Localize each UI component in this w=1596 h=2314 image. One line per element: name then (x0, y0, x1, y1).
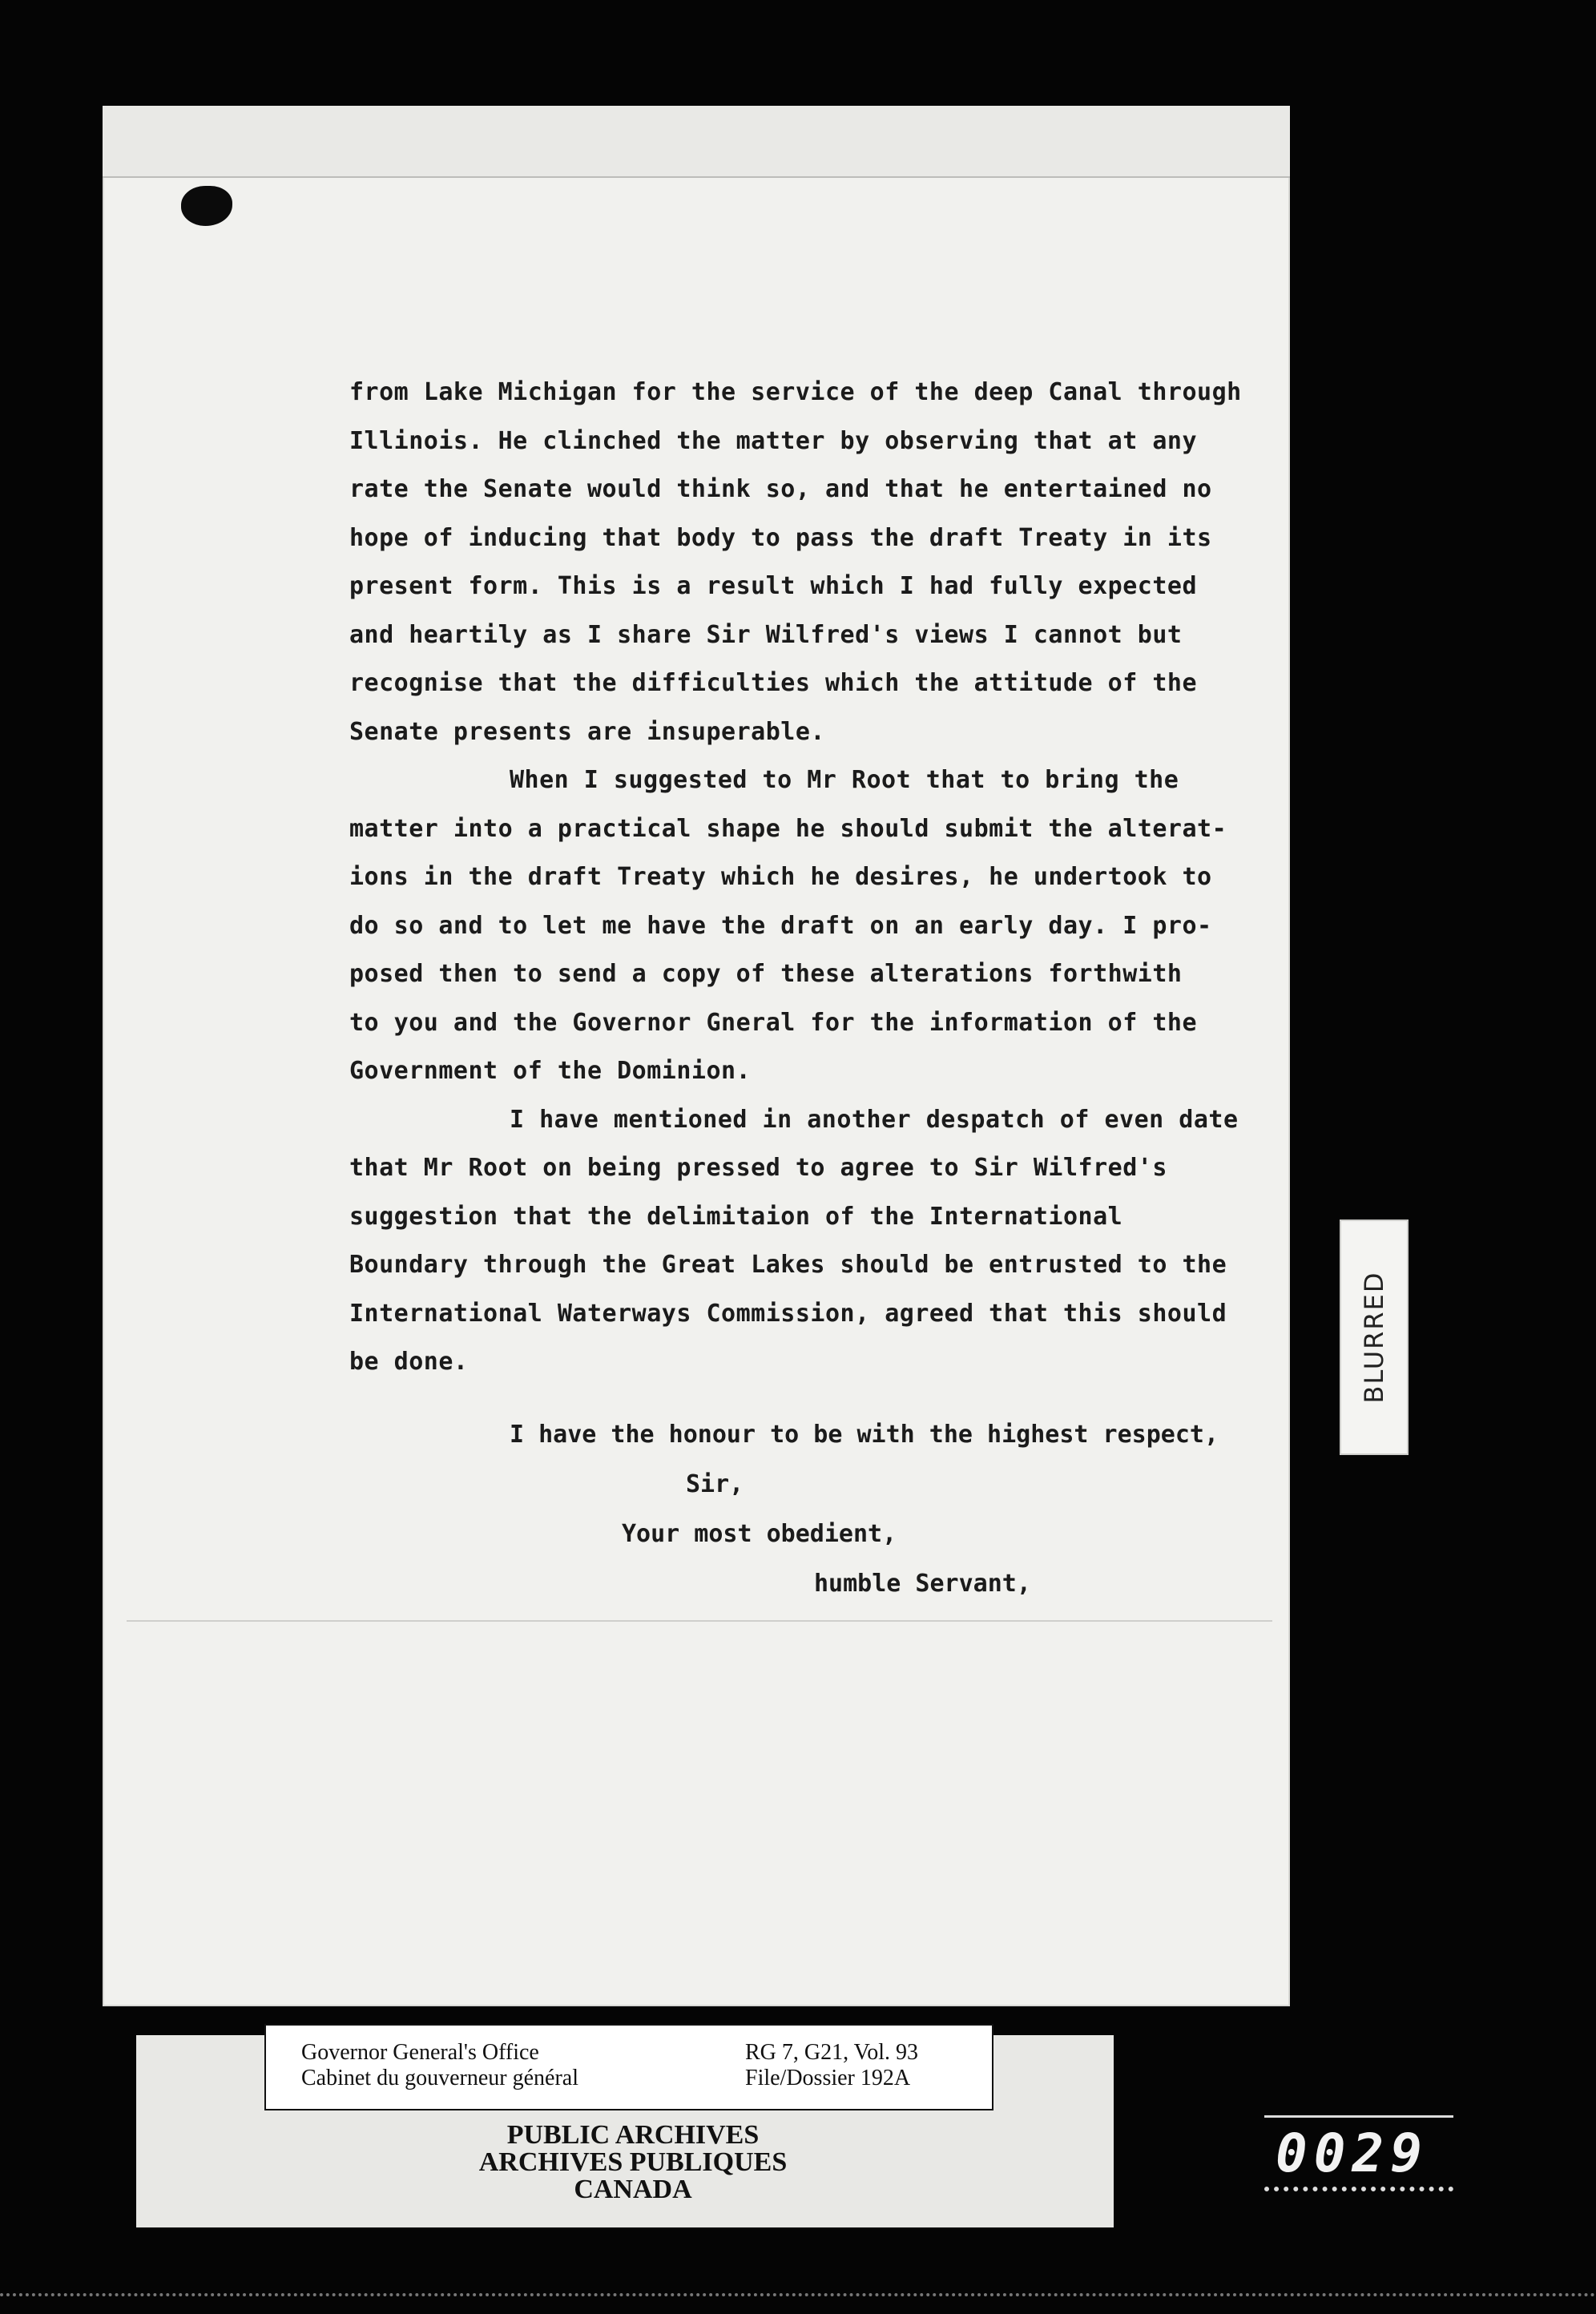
page-top-edge (103, 106, 1290, 178)
letter-line: matter into a practical shape he should submit the alterat- (349, 814, 1227, 843)
letter-line: ions in the draft Treaty which he desires, he undertook to (349, 863, 1212, 891)
office-names (301, 2040, 578, 2091)
office-fr: Cabinet du gouverneur général (301, 2066, 578, 2090)
letter-line: Boundary through the Great Lakes should be entrusted to the (349, 1251, 1227, 1279)
letter-line: and heartily as I share Sir Wilfred's views I cannot but (349, 620, 1183, 649)
letter-line: rate the Senate would think so, and that he entertained no (349, 475, 1212, 503)
reference-card (264, 2024, 993, 2110)
film-edge (0, 2293, 1596, 2303)
frame-counter (1264, 2115, 1453, 2191)
archives-stamp (377, 2122, 889, 2203)
closing-line: Your most obedient, (622, 1520, 897, 1548)
closing-line: I have the honour to be with the highest respect, (510, 1421, 1219, 1449)
letter-line: from Lake Michigan for the service of the deep Canal through (349, 378, 1242, 406)
rg-volume: RG 7, G21, Vol. 93 (745, 2040, 919, 2065)
blurred-tag (1340, 1219, 1409, 1455)
letter-line: When I suggested to Mr Root that to bring the (510, 766, 1179, 794)
closing-line: humble Servant, (814, 1570, 1031, 1598)
letter-line: suggestion that the delimitaion of the International (349, 1202, 1123, 1231)
letter-line: posed then to send a copy of these alterations forthwith (349, 960, 1183, 988)
archives-line-3: CANADA (574, 2175, 692, 2204)
blurred-tag-text: BLURRED (1359, 1271, 1389, 1404)
letter-line: I have mentioned in another despatch of even date (510, 1105, 1239, 1134)
letter-line: recognise that the difficulties which the attitude of the (349, 669, 1198, 697)
record-group (745, 2040, 918, 2091)
file-dossier: File/Dossier 192A (745, 2066, 911, 2090)
letter-closing (349, 1410, 1247, 1609)
letter-line: Senate presents are insuperable. (349, 717, 825, 746)
letter-line: present form. This is a result which I had fully expected (349, 572, 1198, 600)
letter-line: Illinois. He clinched the matter by observing that at any (349, 426, 1198, 455)
page-fold-line (127, 1620, 1272, 1622)
frame-number: 0029 (1276, 2123, 1429, 2184)
letter-line: to you and the Governor Gneral for the information of the (349, 1008, 1198, 1037)
letter-line: hope of inducing that body to pass the draft Treaty in its (349, 523, 1212, 552)
letter-line: do so and to let me have the draft on an early day. I pro- (349, 911, 1212, 940)
office-en: Governor General's Office (301, 2040, 539, 2065)
letter-line: International Waterways Commission, agreed that this should (349, 1299, 1227, 1328)
letter-line: Government of the Dominion. (349, 1057, 752, 1085)
letter-body (349, 369, 1247, 1387)
closing-line: Sir, (686, 1470, 744, 1498)
archives-line-1: PUBLIC ARCHIVES (506, 2120, 760, 2150)
letter-line: be done. (349, 1348, 469, 1376)
archives-line-2: ARCHIVES PUBLIQUES (478, 2147, 788, 2177)
letter-line: that Mr Root on being pressed to agree to Sir Wilfred's (349, 1154, 1167, 1182)
